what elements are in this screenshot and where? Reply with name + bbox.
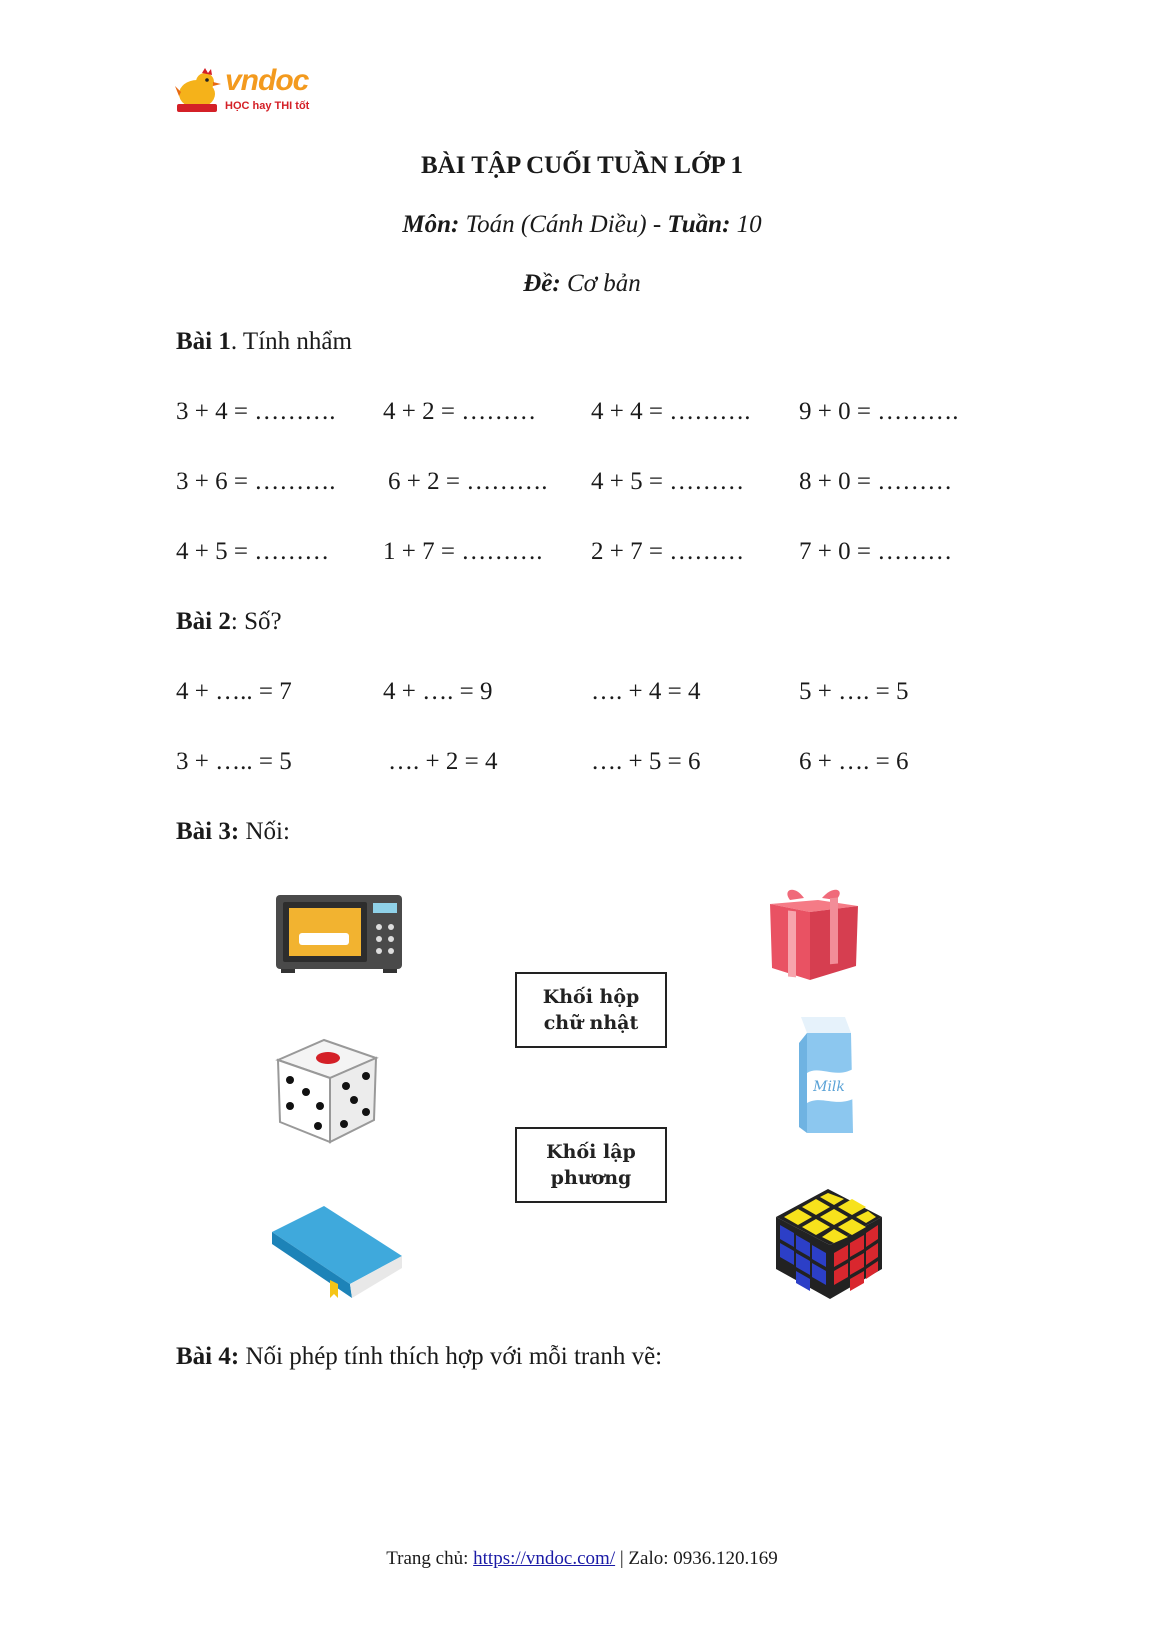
week-label: Tuần: — [667, 211, 731, 238]
exercise-item[interactable]: 4 + 4 = ………. — [591, 398, 751, 425]
chicken-mascot-icon — [175, 68, 225, 114]
exercise-item[interactable]: 3 + 4 = ………. — [176, 398, 336, 425]
milk-carton-image[interactable] — [795, 1013, 857, 1135]
exercise-item[interactable]: 6 + 2 = ………. — [388, 468, 548, 495]
footer-suffix: | Zalo: 0936.120.169 — [615, 1548, 778, 1569]
level-value: Cơ bản — [560, 270, 641, 297]
exercise-item[interactable]: …. + 5 = 6 — [591, 748, 701, 775]
dice-image[interactable] — [274, 1036, 380, 1144]
logo-slogan: HỌC hay THI tốt — [225, 100, 310, 112]
bai3-label: Bài 3: — [176, 818, 240, 845]
exercise-item[interactable]: 6 + …. = 6 — [799, 748, 909, 775]
microwave-image[interactable] — [275, 893, 403, 975]
bai3-heading — [176, 818, 290, 846]
week-value: 10 — [730, 211, 762, 238]
subject-value: Toán (Cánh Diều) - — [459, 211, 668, 238]
label-box-cube[interactable]: Khối lập phương — [515, 1127, 667, 1203]
exercise-item[interactable]: …. + 4 = 4 — [591, 678, 701, 705]
exercise-item[interactable]: …. + 2 = 4 — [388, 748, 498, 775]
bai1-label: Bài 1 — [176, 328, 231, 355]
bai1-heading — [176, 328, 352, 356]
subject-label: Môn: — [402, 211, 460, 238]
footer-prefix: Trang chủ: — [386, 1548, 474, 1569]
level-line — [0, 270, 1164, 298]
exercise-item[interactable]: 8 + 0 = ……… — [799, 468, 953, 495]
label-box-rectangular-prism[interactable]: Khối hộp chữ nhật — [515, 972, 667, 1048]
level-label: Đề: — [523, 270, 561, 297]
bai4-heading — [176, 1343, 662, 1371]
exercise-item[interactable]: 4 + …. = 9 — [383, 678, 493, 705]
bai2-text: : Số? — [230, 608, 282, 635]
bai2-heading — [176, 608, 282, 636]
exercise-item[interactable]: 2 + 7 = ……… — [591, 538, 745, 565]
rubiks-cube-image[interactable] — [772, 1185, 886, 1301]
exercise-item[interactable]: 4 + 5 = ……… — [591, 468, 745, 495]
exercise-item[interactable]: 4 + ….. = 7 — [176, 678, 292, 705]
book-image[interactable] — [270, 1204, 404, 1300]
gift-box-image[interactable] — [764, 884, 864, 982]
subject-line — [0, 211, 1164, 239]
exercise-item[interactable]: 4 + 5 = ……… — [176, 538, 330, 565]
exercise-item[interactable]: 3 + 6 = ………. — [176, 468, 336, 495]
exercise-item[interactable]: 5 + …. = 5 — [799, 678, 909, 705]
exercise-item[interactable]: 4 + 2 = ……… — [383, 398, 537, 425]
logo-brand-text: vndoc — [225, 64, 309, 97]
exercise-item[interactable]: 9 + 0 = ………. — [799, 398, 959, 425]
milk-label: Milk — [813, 1079, 845, 1095]
homepage-link[interactable]: https://vndoc.com/ — [473, 1548, 616, 1569]
bai1-text: . Tính nhẩm — [230, 328, 352, 355]
exercise-item[interactable]: 3 + ….. = 5 — [176, 748, 292, 775]
bai4-text: Nối phép tính thích hợp với mỗi tranh vẽ: — [239, 1343, 663, 1370]
vndoc-logo[interactable] — [175, 64, 325, 120]
exercise-item[interactable]: 7 + 0 = ……… — [799, 538, 953, 565]
worksheet-title: BÀI TẬP CUỐI TUẦN LỚP 1 — [420, 152, 744, 179]
bai2-label: Bài 2 — [176, 608, 231, 635]
bai3-text: Nối: — [239, 818, 290, 845]
bai4-label: Bài 4: — [176, 1343, 240, 1370]
exercise-item[interactable]: 1 + 7 = ………. — [383, 538, 543, 565]
page-footer — [0, 1548, 1164, 1570]
